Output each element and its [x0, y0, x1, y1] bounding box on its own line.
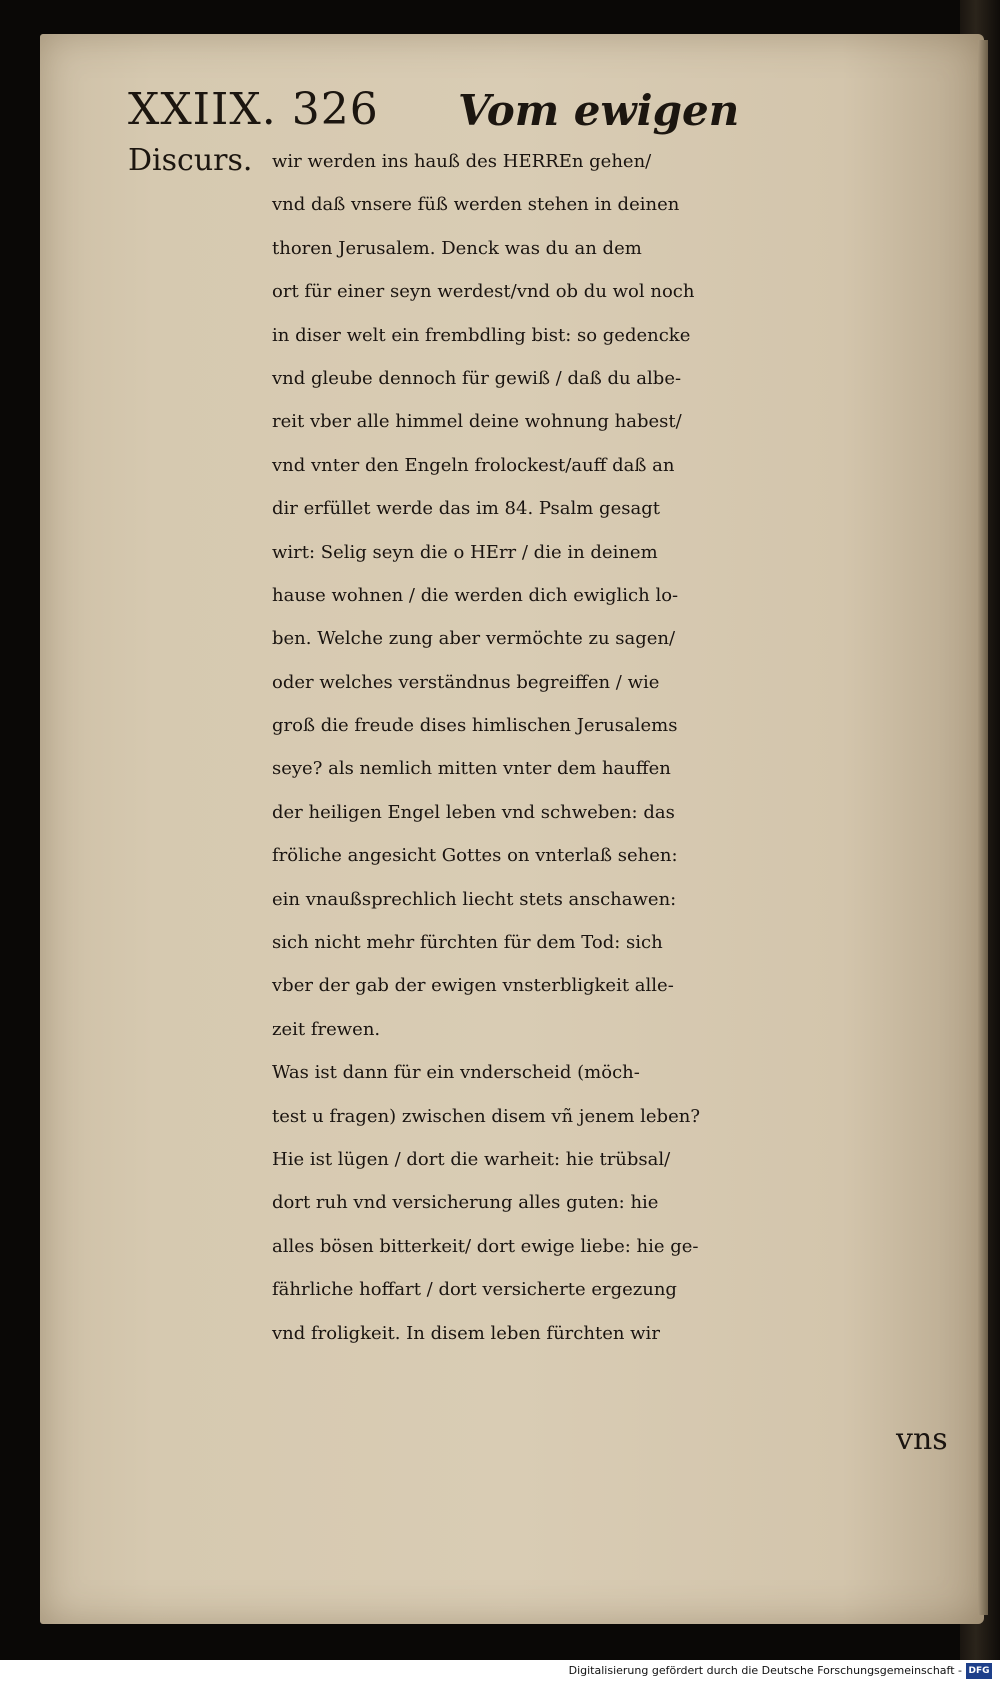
text-line: groß die freude dises himlischen Jerusalems	[272, 715, 678, 737]
text-line: fährliche hoffart / dort versicherte ergezung	[272, 1279, 677, 1301]
text-line: seye? als nemlich mitten vnter dem hauffen	[272, 758, 671, 780]
digitization-footer	[0, 1660, 1000, 1685]
text-line: alles bösen bitterkeit/ dort ewige liebe: hie ge-	[272, 1235, 699, 1257]
text-line: vnd daß vnsere füß werden stehen in deinen	[272, 194, 680, 216]
text-line: thoren Jerusalem. Denck was du an dem	[272, 237, 642, 259]
text-line: zeit frewen.	[272, 1018, 381, 1040]
text-line: hause wohnen / die werden dich ewiglich lo-	[272, 584, 679, 606]
marginal-note: Discurs.	[128, 143, 253, 178]
text-line: Was ist dann für ein vnderscheid (möch-	[272, 1062, 640, 1084]
text-line: oder welches verständnus begreiffen / wie	[272, 671, 660, 693]
dfg-logo: DFG	[966, 1663, 992, 1679]
text-line: wir werden ins hauß des HERREn gehen/	[272, 151, 652, 172]
text-line: ort für einer seyn werdest/vnd ob du wol noch	[272, 281, 695, 303]
funding-credit: Digitalisierung gefördert durch die Deutsche Forschungsgemeinschaft -	[568, 1664, 962, 1677]
text-line: ben. Welche zung aber vermöchte zu sagen/	[272, 628, 676, 650]
running-head	[128, 84, 868, 144]
text-line: ein vnaußsprechlich liecht stets anschawen:	[272, 888, 677, 910]
text-line: der heiligen Engel leben vnd schweben: das	[272, 801, 675, 823]
text-line: vnd vnter den Engeln frolockest/auff daß an	[272, 454, 675, 476]
text-line: test u fragen) zwischen disem vñ jenem leben?	[272, 1105, 700, 1127]
catchword: vns	[896, 1422, 948, 1457]
text-line: wirt: Selig seyn die o HErr / die in deinem	[272, 541, 658, 563]
section-and-page-number: XXIIX. 326	[128, 84, 379, 135]
text-line: sich nicht mehr fürchten für dem Tod: sich	[272, 932, 663, 954]
text-line: vnd gleube dennoch für gewiß / daß du albe-	[272, 367, 682, 389]
text-line: reit vber alle himmel deine wohnung habest/	[272, 411, 682, 433]
text-line: dir erfüllet werde das im 84. Psalm gesagt	[272, 498, 660, 520]
page-edge	[978, 40, 988, 1615]
text-line: vber der gab der ewigen vnsterbligkeit alle-	[272, 975, 674, 997]
text-line: in diser welt ein frembdling bist: so gedencke	[272, 324, 691, 346]
text-line: dort ruh vnd versicherung alles guten: hie	[272, 1192, 659, 1214]
text-line: vnd froligkeit. In disem leben fürchten wir	[272, 1322, 660, 1344]
body-text	[272, 140, 962, 1355]
text-line: fröliche angesicht Gottes on vnterlaß sehen:	[272, 845, 678, 867]
text-line: Hie ist lügen / dort die warheit: hie trübsal/	[272, 1148, 671, 1170]
running-title: Vom ewigen	[458, 86, 740, 135]
